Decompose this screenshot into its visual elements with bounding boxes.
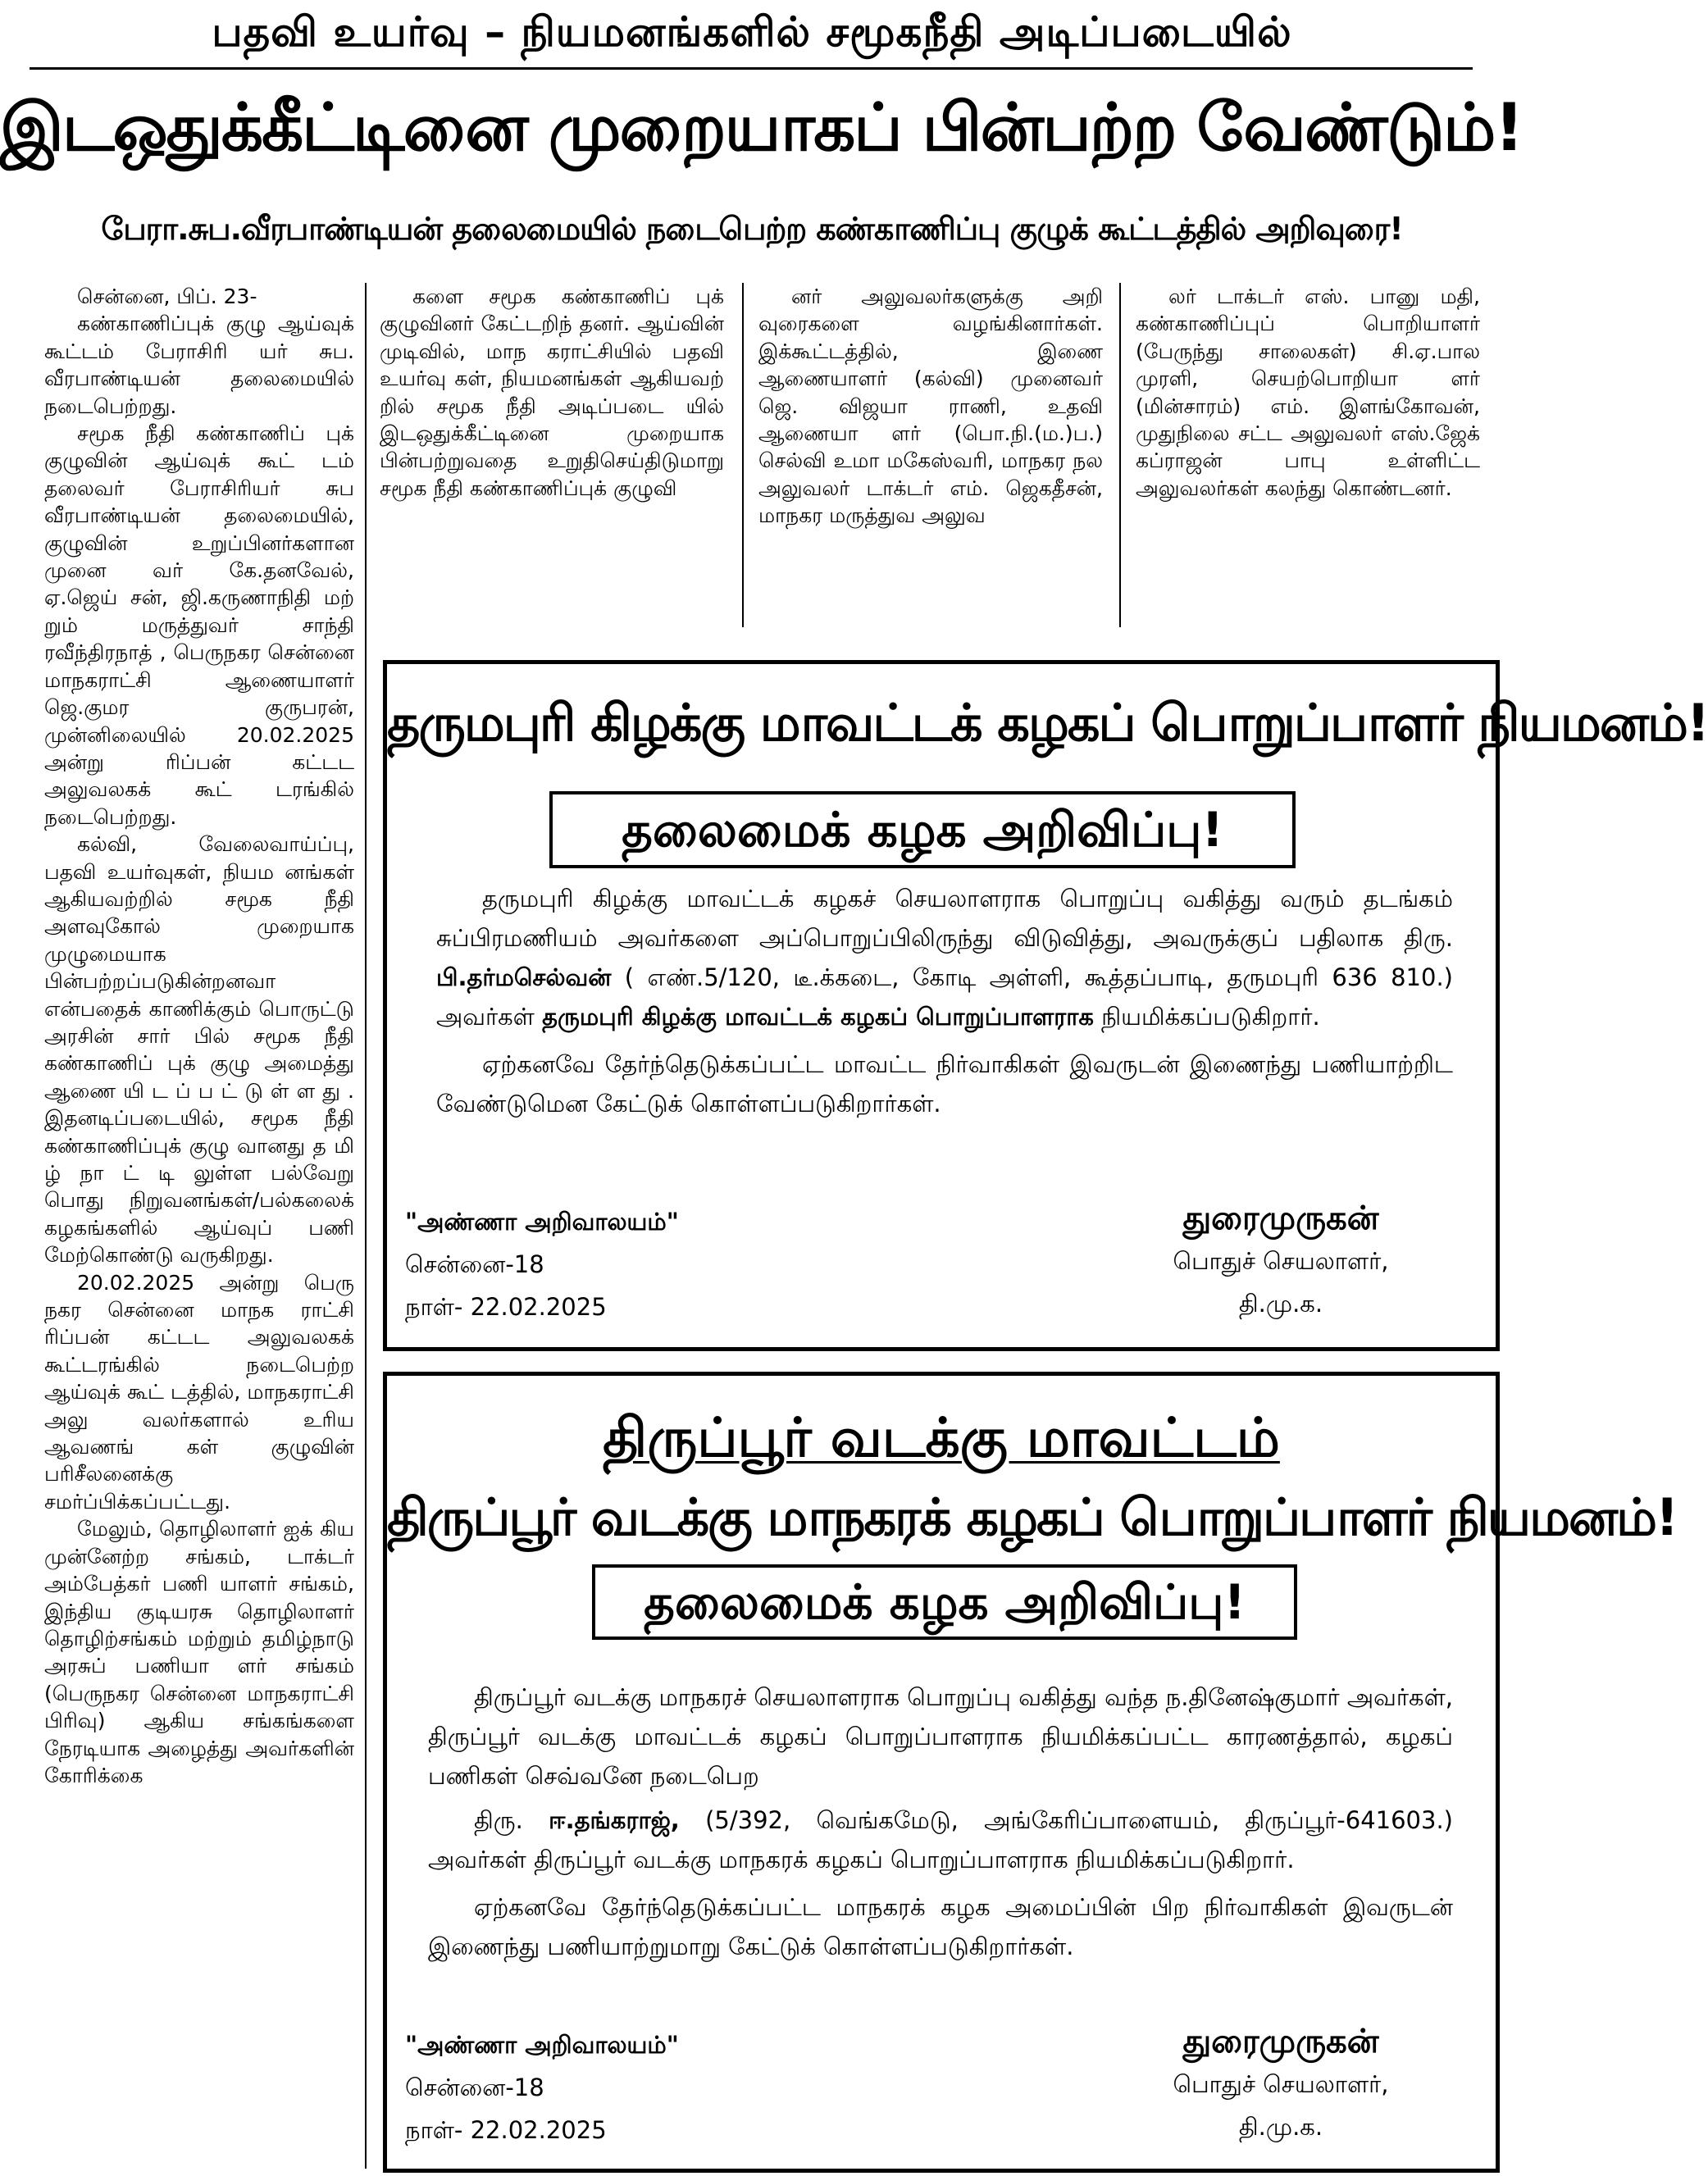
article-paragraph: லர் டாக்டர் எஸ். பானு மதி, கண்காணிப்புப் பொறியாளர் (பேருந்து சாலைகள்) சி.ஏ.பால முரளி, செயற்பொறியா ளர் (மின்சாரம்) எம். இளங்கோவன், முதுநிலை சட்ட அலுவலர் எஸ்.ஜேக் கப்ராஜன் பாபு உள்ளிட்ட அலுவலர்கள் கலந்து கொண்டனர். (1136, 285, 1480, 500)
kicker-headline: பதவி உயர்வு – நியமனங்களில் சமூகநீதி அடிப்படையில் (212, 8, 1292, 56)
notice-body (428, 1678, 1453, 1966)
notice-signature-left (405, 2023, 679, 2151)
kicker-divider (30, 67, 1473, 70)
notice-box-tiruppur (383, 1372, 1678, 2173)
column-divider (365, 283, 367, 2169)
notice-label: தலைமைக் கழக அறிவிப்பு! (549, 791, 1296, 868)
notice-paragraph: திருப்பூர் வடக்கு மாநகரச் செயலாளராக பொறுப்பு வகித்து வந்த ந.தினேஷ்குமார் அவர்கள், திருப்பூர் வடக்கு மாவட்டக் கழகப் பொறுப்பாளராக நியமிக்கப்பட்ட காரணத்தால், கழகப் பணிகள் செவ்வனே நடைபெற (428, 1683, 1453, 1790)
notice-role: பொதுச் செயலாளர், (1173, 1247, 1389, 1275)
article-dateline: சென்னை, பிப். 23- (77, 285, 257, 308)
article-paragraph: 20.02.2025 அன்று பெரு நகர சென்னை மாநக ராட்சி ரிப்பன் கட்டட அலுவலகக் கூட்டரங்கில் நடைபெற்ற ஆய்வுக் கூட் டத்தில், மாநகராட்சி அலு வலர்களால் உரிய ஆவணங் கள் குழுவின் பரிசீலனைக்கு சமர்ப்பிக்கப்பட்டது. (44, 1270, 354, 1514)
notice-role: பொதுச் செயலாளர், (1173, 2070, 1389, 2098)
notice-org: "அண்ணா அறிவாலயம்" (405, 2031, 679, 2059)
notice-signature-left (405, 1200, 679, 1328)
column-divider (742, 283, 744, 627)
notice-city: சென்னை-18 (405, 1250, 544, 1278)
article-paragraph: களை சமூக கண்காணிப் புக் குழுவினர் கேட்டறிந் தனர். ஆய்வின் முடிவில், மாந கராட்சியில் பதவி உயர்வு கள், நியமனங்கள் ஆகியவற் றில் சமூக நீதி அடிப்படை யில் இடஒதுக்கீட்டினை முறையாக பின்பற்றுவதை உறுதிசெய்திடுமாறு சமூக நீதி கண்காணிப்புக் குழுவி (380, 285, 724, 500)
notice-signer: துரைமுருகன் (1182, 2023, 1379, 2060)
notice-date: நாள்- 22.02.2025 (405, 2116, 607, 2144)
article-paragraph: னர் அலுவலர்களுக்கு அறி வுரைகளை வழங்கினார்கள். இக்கூட்டத்தில், இணை ஆணையாளர் (கல்வி) முனைவர் ஜெ. விஜயா ராணி, உதவி ஆணையா ளர் (பொ.நி.(ம.)ப.) செல்வி உமா மகேஸ்வரி, மாநகர நல அலுவலர் டாக்டர் எம். ஜெகதீசன், மாநகர மருத்துவ அலுவ (758, 285, 1103, 528)
notice-signature-right (1092, 2020, 1469, 2148)
notice-body (436, 879, 1453, 1123)
notice-party: தி.மு.க. (1238, 1290, 1323, 1318)
notice-paragraph: திரு. ஈ.தங்கராஜ், (5/392, வெங்கமேடு, அங்கேரிப்பாளையம், திருப்பூர்-641603.) அவர்கள் திருப்பூர் வடக்கு மாநகரக் கழகப் பொறுப்பாளராக நியமிக்கப்படுகிறார். (428, 1806, 1453, 1873)
notice-title: தருமபுரி கிழக்கு மாவட்டக் கழகப் பொறுப்பாளர் நியமனம்! (387, 693, 1708, 753)
article-paragraph: மேலும், தொழிலாளர் ஐக் கிய முன்னேற்ற சங்கம், டாக்டர் அம்பேத்கர் பணி யாளர் சங்கம், இந்திய குடியரசு தொழிலாளர் தொழிற்சங்கம் மற்றும் தமிழ்நாடு அரசுப் பணியா ளர் சங்கம் (பெருநகர சென்னை மாநகராட்சி பிரிவு) ஆகிய சங்கங்களை நேரடியாக அழைத்து அவர்களின் கோரிக்கை (44, 1517, 354, 1787)
article-paragraph: கண்காணிப்புக் குழு ஆய்வுக் கூட்டம் பேராசிரி யர் சுப. வீரபாண்டியன் தலைமையில் நடைபெற்றது. (44, 312, 354, 418)
main-headline: இடஒதுக்கீட்டினை முறையாகப் பின்பற்ற வேண்டும்! (0, 89, 1523, 166)
subheadline: பேரா.சுப.வீரபாண்டியன் தலைமையில் நடைபெற்ற கண்காணிப்பு குழுக் கூட்டத்தில் அறிவுரை! (101, 211, 1403, 247)
notice-signer: துரைமுருகன் (1182, 1200, 1379, 1237)
notice-signature-right (1092, 1197, 1469, 1325)
article-paragraph: கல்வி, வேலைவாய்ப்பு, பதவி உயர்வுகள், நியம னங்கள் ஆகியவற்றில் சமூக நீதி அளவுகோல் முறையாக முழுமையாக பின்பற்றப்படுகின்றனவா என்பதைக் காணிக்கும் பொருட்டு அரசின் சார் பில் சமூக நீதி கண்காணிப் புக் குழு அமைத்து ஆணை யி ட ப் ப ட் டு ள் ள து . இதனடிப்படையில், சமூக நீதி கண்காணிப்புக் குழு வானது த மி ழ் நா ட் டி லுள்ள பல்வேறு பொது நிறுவனங்கள்/பல்கலைக் கழகங்களில் ஆய்வுப் பணி மேற்கொண்டு வருகிறது. (44, 832, 354, 1268)
notice-paragraph: ஏற்கனவே தேர்ந்தெடுக்கப்பட்ட மாவட்ட நிர்வாகிகள் இவருடன் இணைந்து பணியாற்றிட வேண்டுமென கேட்டுக் கொள்ளப்படுகிறார்கள். (436, 1050, 1453, 1118)
article-column-3 (758, 283, 1103, 627)
column-divider (1119, 283, 1121, 627)
notice-title: திருப்பூர் வடக்கு மாநகரக் கழகப் பொறுப்பாளர் நியமனம்! (387, 1487, 1678, 1547)
article-column-1 (44, 283, 354, 2169)
notice-label: தலைமைக் கழக அறிவிப்பு! (592, 1564, 1297, 1640)
notice-org: "அண்ணா அறிவாலயம்" (405, 1208, 679, 1236)
notice-city: சென்னை-18 (405, 2074, 544, 2101)
notice-title: திருப்பூர் வடக்கு மாவட்டம் (603, 1406, 1280, 1469)
article-column-4 (1136, 283, 1480, 627)
article-paragraph: சமூக நீதி கண்காணிப் புக் குழுவின் ஆய்வுக் கூட் டம் தலைவர் பேராசிரியர் சுப வீரபாண்டியன் தலைமையில், குழுவின் உறுப்பினர்களான முனை வர் கே.தனவேல், ஏ.ஜெய் சன், ஜி.கருணாநிதி மற் றும் மருத்துவர் சாந்தி ரவீந்திரநாத் , பெருநகர சென்னை மாநகராட்சி ஆணையாளர் ஜெ.குமர குருபரன், முன்னிலையில் 20.02.2025 அன்று ரிப்பன் கட்டட அலுவலகக் கூட் டரங்கில் நடைபெற்றது. (44, 421, 354, 829)
notice-box-dharmapuri (383, 660, 1708, 1351)
notice-party: தி.மு.க. (1238, 2113, 1323, 2141)
notice-paragraph: ஏற்கனவே தேர்ந்தெடுக்கப்பட்ட மாநகரக் கழக அமைப்பின் பிற நிர்வாகிகள் இவருடன் இணைந்து பணியாற்றுமாறு கேட்டுக் கொள்ளப்படுகிறார்கள். (428, 1893, 1453, 1960)
notice-paragraph: தருமபுரி கிழக்கு மாவட்டக் கழகச் செயலாளராக பொறுப்பு வகித்து வரும் தடங்கம் சுப்பிரமணியம் அவர்களை அப்பொறுப்பிலிருந்து விடுவித்து, அவருக்குப் பதிலாக திரு. பி.தர்மசெல்வன் ( எண்.5/120, டீ.க்கடை, கோடி அள்ளி, கூத்தப்பாடி, தருமபுரி 636 810.) அவர்கள் தருமபுரி கிழக்கு மாவட்டக் கழகப் பொறுப்பாளராக நியமிக்கப்படுகிறார். (436, 885, 1453, 1031)
notice-date: நாள்- 22.02.2025 (405, 1293, 607, 1321)
article-column-2 (380, 283, 724, 627)
